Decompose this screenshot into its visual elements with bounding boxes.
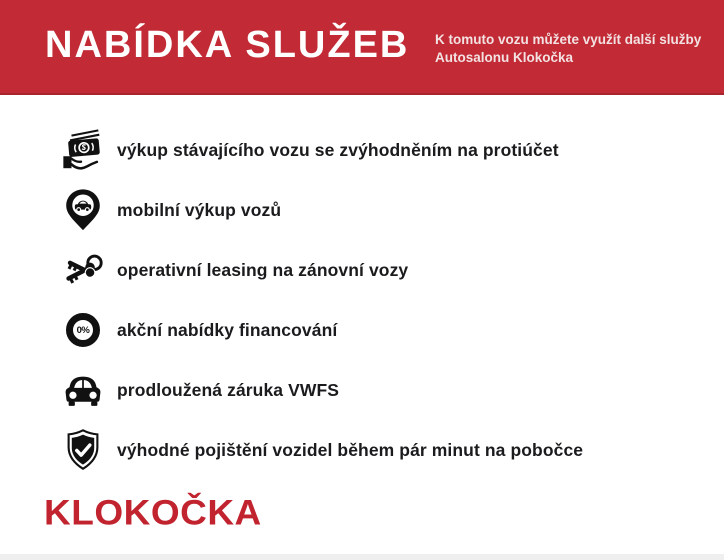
map-pin-car-icon <box>59 186 107 234</box>
service-label: výhodné pojištění vozidel během pár minut na pobočce <box>117 439 584 460</box>
service-row-financing <box>59 306 337 354</box>
car-keys-icon <box>59 246 107 294</box>
service-label: prodloužená záruka VWFS <box>117 379 340 400</box>
page-title: NABÍDKA SLUŽEB <box>45 24 410 66</box>
service-row-warranty <box>59 366 339 414</box>
service-row-insurance <box>59 426 583 474</box>
car-icon <box>59 366 107 414</box>
header-subtitle-line2: Autosalonu Klokočka <box>435 50 574 65</box>
service-row-leasing <box>59 246 408 294</box>
header-band <box>0 0 724 95</box>
service-label: akční nabídky financování <box>117 319 338 340</box>
zero-percent-icon <box>59 306 107 354</box>
service-label: výkup stávajícího vozu se zvýhodněním na protiúčet <box>117 139 559 160</box>
zero-percent-label: 0% <box>76 324 90 336</box>
shield-check-icon <box>59 426 107 474</box>
cash-in-hand-icon <box>59 126 107 174</box>
header-subtitle <box>435 31 705 67</box>
service-label: mobilní výkup vozů <box>117 199 282 220</box>
klokocka-logo: KLOKOČKA <box>44 492 262 533</box>
bottom-strip <box>0 554 724 560</box>
service-label: operativní leasing na zánovní vozy <box>117 259 409 280</box>
service-row-mobile-buyout <box>59 186 281 234</box>
header-subtitle-line1: K tomuto vozu můžete využít další služby <box>435 32 702 47</box>
service-row-trade-in <box>59 126 559 174</box>
